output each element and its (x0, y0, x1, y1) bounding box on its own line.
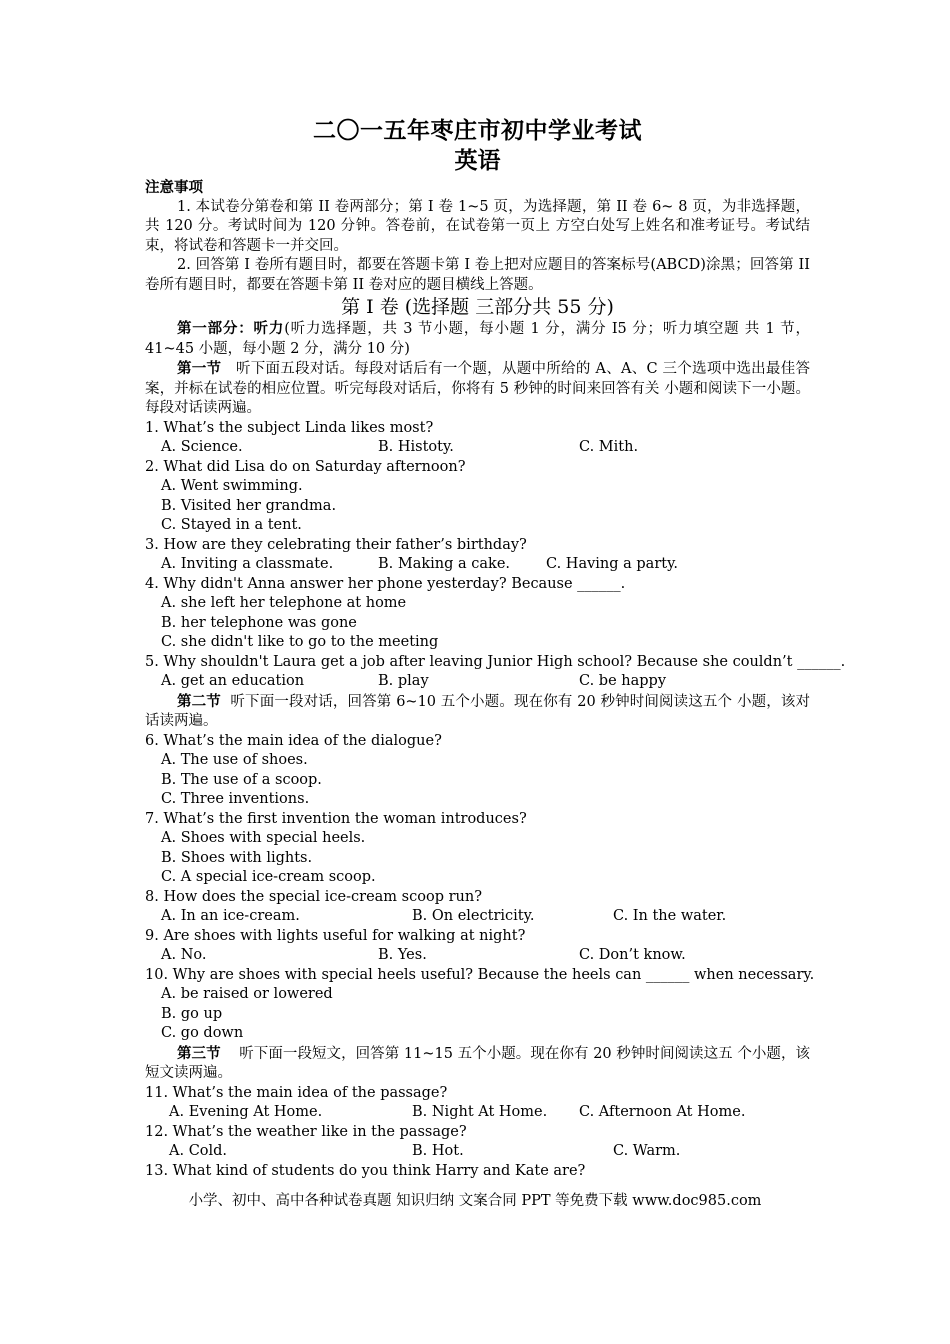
question-11: 11. What’s the main idea of the passage? (145, 1084, 448, 1101)
section-2-intro (145, 692, 810, 732)
question-1-options (145, 438, 810, 458)
question-11-options (145, 1103, 810, 1123)
option-c: C. A special ice-cream scoop. (161, 869, 376, 885)
option-c: C. Mith. (579, 439, 639, 455)
question-13: 13. What kind of students do you think Harry and Kate are? (145, 1162, 586, 1179)
exam-title: 二〇一五年枣庄市初中学业考试 (313, 117, 642, 144)
listening-section-text: (听力选择题，共 3 节小题，每小题 1 分，满分 I5 分；听力填空题 共 1 节，41~45 小题，每小题 2 分，满分 10 分) (145, 321, 810, 357)
option-b: B. Making a cake. (378, 556, 511, 572)
exam-subject: 英语 (454, 147, 501, 174)
option-c: C. Warm. (613, 1143, 681, 1159)
question-9-options (145, 946, 810, 966)
question-12: 12. What’s the weather like in the passage? (145, 1123, 467, 1140)
option-c: C. Three inventions. (161, 791, 310, 807)
section-2-text: 听下面一段对话，回答第 6~10 五个小题。现在你有 20 秒钟时间阅读这五个 小题，该对话读两遍。 (145, 693, 811, 729)
option-a: A. Inviting a classmate. (161, 556, 334, 572)
option-a: A. get an education (161, 673, 305, 689)
notice-item-1: 1. 本试卷分第卷和第 II 卷两部分；第 I 卷 1~5 页，为选择题，第 II 卷 6~ 8 页，为非选择题，共 120 分。考试时间为 120 分钟。答卷前，在试卷第一页上 方空白处写上姓名和准考证号。考试结束，将试卷和答题卡一并交回。 (145, 198, 810, 254)
question-6: 6. What’s the main idea of the dialogue? (145, 732, 442, 749)
question-12-options (145, 1142, 810, 1162)
option-b: B. Shoes with lights. (161, 849, 313, 866)
question-5-options (145, 672, 810, 692)
listening-section-label: 第一部分：听力 (177, 320, 285, 337)
question-8: 8. How does the special ice-cream scoop run? (145, 888, 482, 905)
option-a: A. Science. (161, 439, 243, 455)
question-2: 2. What did Lisa do on Saturday afternoon? (145, 458, 466, 475)
option-c: C. she didn't like to go to the meeting (161, 634, 439, 650)
question-3-options (145, 555, 810, 575)
option-b: B. Hot. (412, 1143, 464, 1159)
option-a: A. In an ice-cream. (161, 908, 300, 924)
option-b: B. her telephone was gone (161, 614, 357, 631)
option-b: B. Night At Home. (412, 1104, 548, 1120)
section-3-intro (145, 1044, 810, 1084)
option-c: C. In the water. (613, 908, 727, 924)
section-1-text: 听下面五段对话。每段对话后有一个题，从题中所给的 A、A、C 三个选项中选出最佳答案，并标在试卷的相应位置。听完每段对话后，你将有 5 秒钟的时间来回答有关 小题和阅读下一小题。每段对话读两遍。 (145, 361, 810, 416)
option-c: C. Stayed in a tent. (161, 517, 302, 533)
question-7: 7. What’s the first invention the woman introduces? (145, 810, 527, 827)
notice-heading: 注意事项 (145, 179, 203, 196)
option-a: A. The use of shoes. (161, 752, 308, 768)
section-1-intro (145, 359, 810, 419)
option-a: A. Shoes with special heels. (161, 830, 366, 846)
option-a: A. be raised or lowered (161, 986, 333, 1002)
section-2-label: 第二节 (177, 692, 221, 710)
section-3-label: 第三节 (177, 1044, 221, 1062)
question-9: 9. Are shoes with lights useful for walking at night? (145, 927, 526, 944)
question-5: 5. Why shouldn't Laura get a job after leaving Junior High school? Because she couldn’t ______. (145, 653, 846, 670)
option-c: C. Don’t know. (579, 947, 686, 963)
question-8-options (145, 907, 810, 927)
question-1: 1. What’s the subject Linda likes most? (145, 419, 434, 436)
page-footer: 小学、初中、高中各种试卷真题 知识归纳 文案合同 PPT 等免费下载 www.doc985.com (188, 1193, 762, 1209)
option-b: B. Visited her grandma. (161, 497, 337, 514)
part-1-title: 第 I 卷 (选择题 三部分共 55 分) (341, 296, 614, 318)
option-a: A. Evening At Home. (169, 1104, 323, 1120)
option-c: C. be happy (579, 673, 667, 689)
question-3: 3. How are they celebrating their father’s birthday? (145, 536, 527, 553)
notice-item-2: 2. 回答第 I 卷所有题目时，都要在答题卡第 I 卷上把对应题目的答案标号(ABCD)涂黑；回答第 II 卷所有题目时，都要在答题卡第 II 卷对应的题目横线上答题。 (145, 257, 810, 293)
option-c: C. Having a party. (546, 556, 678, 572)
option-b: B. go up (161, 1005, 223, 1022)
option-b: B. Yes. (378, 947, 427, 963)
exam-page (145, 116, 846, 1181)
option-b: B. On electricity. (412, 908, 535, 924)
option-b: B. play (378, 673, 429, 689)
option-a: A. she left her telephone at home (161, 595, 407, 611)
option-b: B. Histoty. (378, 439, 454, 455)
option-a: A. Cold. (169, 1143, 228, 1159)
option-a: A. No. (161, 947, 207, 963)
question-10: 10. Why are shoes with special heels useful? Because the heels can ______ when necessary. (145, 966, 815, 983)
listening-section-intro (145, 319, 810, 359)
option-c: C. Afternoon At Home. (579, 1104, 746, 1120)
option-b: B. The use of a scoop. (161, 771, 322, 788)
section-3-text: 听下面一段短文，回答第 11~15 五个小题。现在你有 20 秒钟时间阅读这五 个小题，该短文读两遍。 (145, 1045, 811, 1081)
option-c: C. go down (161, 1025, 244, 1041)
section-1-label: 第一节 (177, 360, 222, 377)
question-4: 4. Why didn't Anna answer her phone yesterday? Because ______. (145, 575, 626, 592)
option-a: A. Went swimming. (161, 478, 303, 494)
